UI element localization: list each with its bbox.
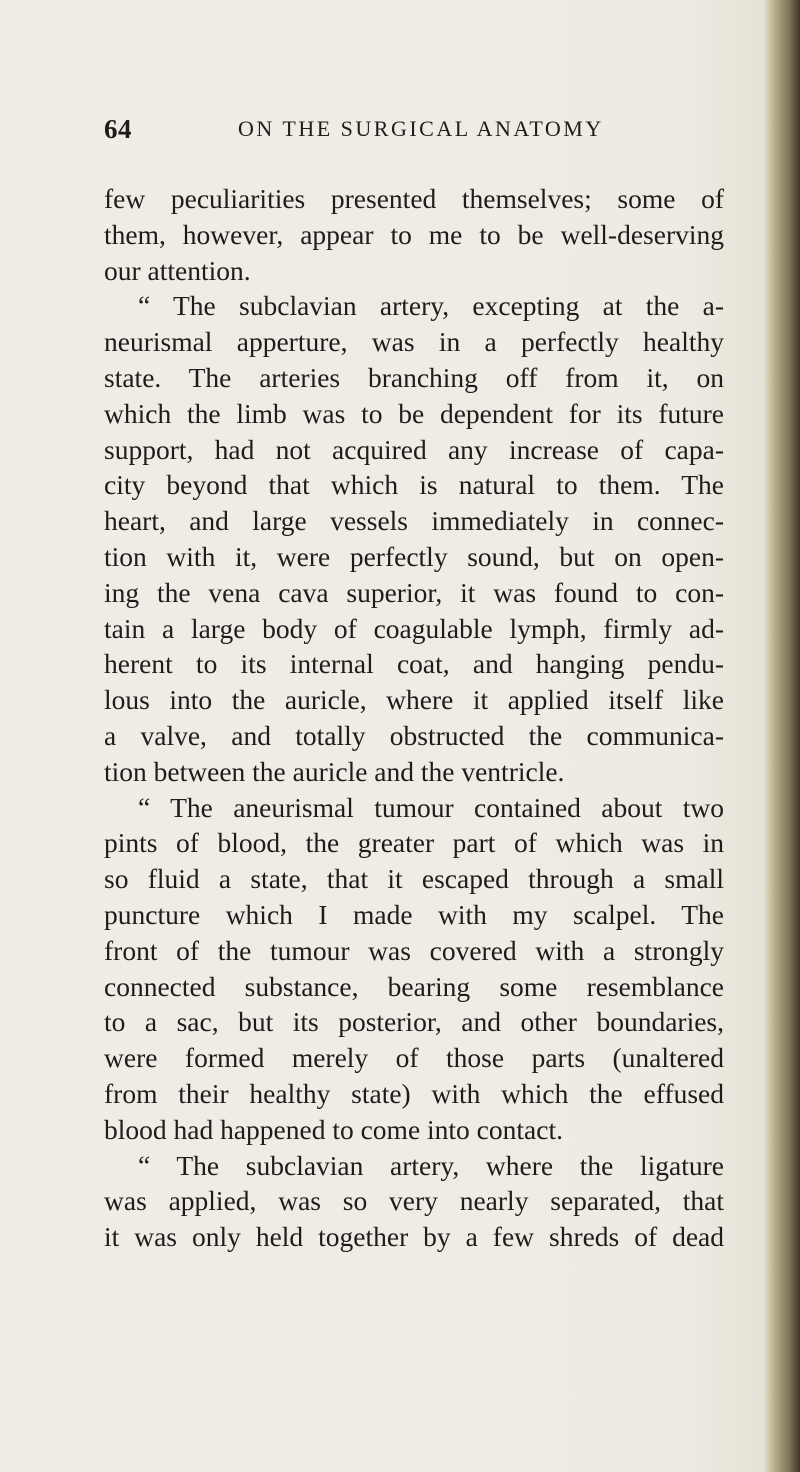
text-line: blood had happened to come into contact.	[104, 1113, 563, 1145]
text-line: them, however, appear to me to be well-deserving	[104, 218, 724, 250]
binding-edge	[764, 0, 800, 1472]
text-line: front of the tumour was covered with a strongly	[104, 934, 724, 966]
text-line: city beyond that which is natural to them. The	[104, 469, 724, 501]
text-line: “ The subclavian artery, excepting at the a-	[138, 290, 724, 322]
text-line: which the limb was to be dependent for its future	[104, 397, 724, 429]
text-line: tain a large body of coagulable lymph, firmly ad-	[104, 612, 724, 644]
running-head: ON THE SURGICAL ANATOMY	[238, 116, 604, 141]
text-line: ing the vena cava superior, it was found to con-	[104, 576, 724, 608]
text-line: a valve, and totally obstructed the communica-	[104, 719, 724, 751]
text-line: lous into the auricle, where it applied itself like	[104, 684, 724, 716]
body-text	[104, 181, 724, 1255]
text-line: from their healthy state) with which the effused	[104, 1077, 724, 1109]
text-line: “ The subclavian artery, where the ligature	[138, 1149, 724, 1181]
text-line: state. The arteries branching off from it, on	[104, 361, 724, 393]
text-line: few peculiarities presented themselves; some of	[104, 183, 724, 214]
text-line: support, had not acquired any increase of capa-	[104, 433, 724, 465]
text-line: pints of blood, the greater part of which was in	[104, 827, 724, 859]
text-line: neurismal apperture, was in a perfectly healthy	[104, 326, 724, 358]
text-line: was applied, was so very nearly separated, that	[104, 1185, 724, 1217]
text-line: to a sac, but its posterior, and other boundaries,	[104, 1006, 724, 1038]
text-line: herent to its internal coat, and hanging pendu-	[104, 648, 724, 680]
text-line: tion with it, were perfectly sound, but on open-	[104, 540, 724, 572]
text-line: our attention.	[104, 254, 251, 286]
text-line: were formed merely of those parts (unaltered	[104, 1042, 724, 1074]
page-header	[104, 114, 724, 154]
page-number: 64	[104, 114, 132, 144]
text-line: heart, and large vessels immediately in connec-	[104, 505, 724, 537]
text-line: connected substance, bearing some resemblance	[104, 970, 724, 1002]
text-line: so fluid a state, that it escaped through a small	[104, 863, 724, 895]
text-line: tion between the auricle and the ventricle.	[104, 755, 565, 787]
text-line: “ The aneurismal tumour contained about two	[138, 791, 724, 823]
text-line: it was only held together by a few shreds of dead	[104, 1221, 724, 1253]
text-line: puncture which I made with my scalpel. The	[104, 898, 724, 930]
